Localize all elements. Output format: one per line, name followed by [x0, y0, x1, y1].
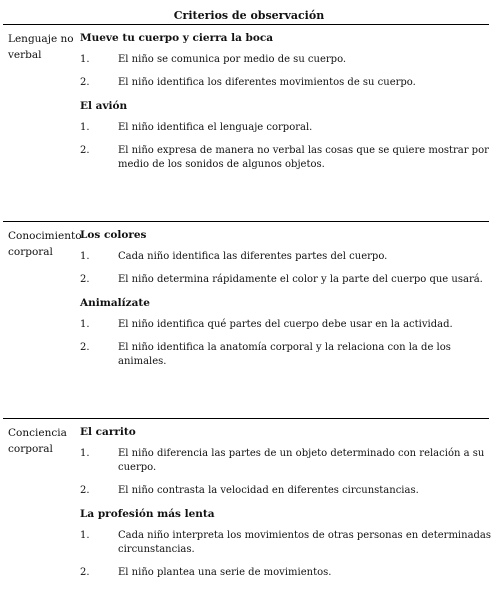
list-item: [80, 341, 492, 369]
list-item: [80, 447, 492, 475]
item-number: 1.: [80, 530, 90, 541]
dimension-label: Conciencia corporal: [8, 427, 67, 455]
item-text: El niño determina rápidamente el color y la parte del cuerpo que usará.: [118, 274, 483, 285]
item-text: El niño plantea una serie de movimientos.: [118, 567, 332, 578]
list-item: [80, 76, 492, 90]
activities-column: [80, 228, 492, 378]
item-number: 1.: [80, 448, 90, 459]
activities-column: [80, 31, 492, 181]
item-text: El niño identifica los diferentes movimientos de su cuerpo.: [118, 77, 416, 88]
list-item: [80, 318, 492, 332]
list-item: [80, 121, 492, 135]
dimension-label: Lenguaje no verbal: [8, 33, 74, 61]
section-divider: [3, 418, 489, 419]
activity-title: El avión: [80, 100, 128, 112]
list-item: [80, 273, 492, 287]
item-text: El niño identifica el lenguaje corporal.: [118, 122, 313, 133]
activity-title: La profesión más lenta: [80, 508, 215, 520]
item-number: 2.: [80, 567, 90, 578]
item-text: El niño identifica la anatomía corporal y la relaciona con la de los animales.: [118, 342, 451, 367]
item-number: 1.: [80, 122, 90, 133]
item-number: 2.: [80, 274, 90, 285]
item-text: El niño diferencia las partes de un objeto determinado con relación a su cuerpo.: [118, 448, 485, 473]
list-item: [80, 250, 492, 264]
activity-title: Mueve tu cuerpo y cierra la boca: [80, 32, 274, 44]
item-number: 2.: [80, 485, 90, 496]
activity-title: El carrito: [80, 426, 136, 438]
item-number: 2.: [80, 145, 90, 156]
dimension-label: Conocimiento corporal: [8, 230, 82, 258]
activities-column: [80, 425, 492, 589]
list-item: [80, 529, 492, 557]
item-text: Cada niño interpreta los movimientos de otras personas en determinadas circunstancias.: [118, 530, 492, 555]
item-text: El niño expresa de manera no verbal las cosas que se quiere mostrar por medio de los sonidos de algunos objetos.: [118, 145, 489, 170]
section-divider: [3, 221, 489, 222]
item-number: 1.: [80, 251, 90, 262]
item-number: 2.: [80, 342, 90, 353]
header-rule: [3, 24, 489, 25]
list-item: [80, 566, 492, 580]
item-number: 2.: [80, 77, 90, 88]
page-title: Criterios de observación: [173, 9, 325, 22]
list-item: [80, 53, 492, 67]
activity-title: Animalízate: [80, 297, 150, 309]
list-item: [80, 144, 492, 172]
item-number: 1.: [80, 54, 90, 65]
activity-title: Los colores: [80, 229, 147, 241]
item-text: El niño contrasta la velocidad en diferentes circunstancias.: [118, 485, 419, 496]
item-number: 1.: [80, 319, 90, 330]
list-item: [80, 484, 492, 498]
item-text: El niño identifica qué partes del cuerpo debe usar en la actividad.: [118, 319, 453, 330]
item-text: El niño se comunica por medio de su cuerpo.: [118, 54, 347, 65]
item-text: Cada niño identifica las diferentes partes del cuerpo.: [118, 251, 388, 262]
